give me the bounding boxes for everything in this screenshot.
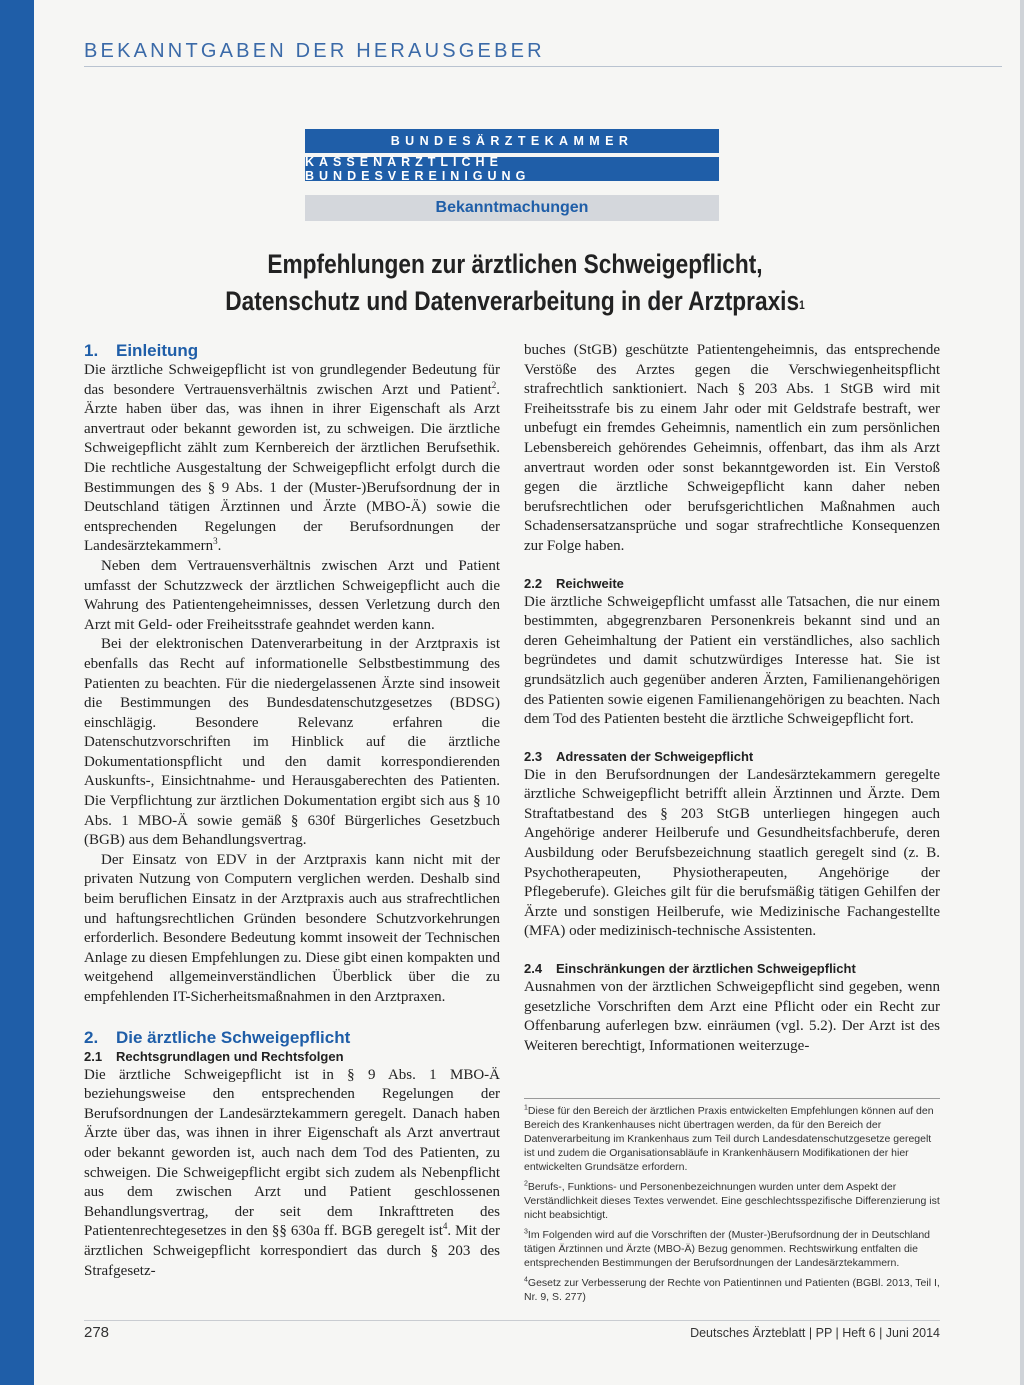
- paragraph: Neben dem Vertrauensverhältnis zwischen Arzt und Patient umfasst der Schutzzweck der ärztlichen Schweigepflicht auch die Wahrung des Patientengeheimnisses, dessen Verletzung durch den Arzt mit Geld- oder Freiheitsstrafe geahndet werden kann.: [84, 557, 500, 633]
- footnote-mark: 2: [491, 379, 497, 390]
- side-color-bar: [0, 0, 34, 1385]
- footnote: [524, 1180, 940, 1222]
- paragraph: buches (StGB) geschützte Patientengeheimnis, das entsprechende Verstöße des Arztes gegen die Verschwiegenheitspflicht strafrechtlich sanktioniert. Nach § 203 Abs. 1 StGB wird mit Freiheitsstrafe bis zu einem Jahr oder mit Geldstrafe bestraft, wer unbefugt ein fremdes Geheimnis, namentlich ein zum persönlichen Lebensbereich gehörendes Geheimnis, offenbart, das ihm als Arzt anvertraut worden oder sonst bekanntgeworden ist. Ein Verstoß gegen die ärztliche Schweigepflicht kann daher neben berufsrechtlichen oder berufsgerichtlichen Maßnahmen auch Schadensersatzansprüche und sogar strafrechtliche Konsequenzen zur Folge haben.: [524, 342, 940, 554]
- title-footnote-mark: 1: [799, 298, 805, 312]
- subsection-heading-2-1: [84, 1048, 500, 1066]
- subsection-number: 2.3: [524, 748, 543, 764]
- paragraph: Der Einsatz von EDV in der Arztpraxis kann nicht mit der privaten Nutzung von Computern verglichen werden. Deshalb sind beim beruflichen Einsatz in der Arztpraxis auch aus strafrechtlichen und haftungsrechtlichen Gründen besondere Schutzvorkehrungen erforderlich. Besondere Bedeutung kommt insoweit der Technischen Anlage zu diesen Empfehlungen zu. Diese gibt einen kompakten und weitgehend allgemeinverständlichen Überblick über die zu empfehlenden IT-Sicherheitsmaßnahmen in den Arztpraxen.: [84, 851, 500, 1005]
- org-band-baek: BUNDESÄRZTEKAMMER: [305, 129, 719, 153]
- paragraph-text: . Ärzte haben über das, was ihnen in ihrer Eigenschaft als Arzt anvertraut oder bekannt geworden ist, zu schweigen. Die ärztliche Schweigepflicht zählt zum Kernbereich der ärztlichen Berufsethik. Die rechtliche Ausgestaltung der Schweigepflicht erfolgt durch die Bestimmungen des § 9 Abs. 1 der (Muster-)Berufsordnung der in Deutschland tätigen Ärztinnen und Ärzte (MBO-Ä) sowie die entsprechenden Regelungen der Berufsordnungen der Landesärztekammern: [84, 381, 500, 555]
- section-number: 1.: [84, 341, 99, 360]
- subsection-number: 2.4: [524, 961, 543, 977]
- subsection-number: 2.2: [524, 575, 543, 591]
- paragraph: Die ärztliche Schweigepflicht umfasst alle Tatsachen, die nur einem bestimmten, abgegrenzbaren Personenkreis bekannt sind und an deren Geheimhaltung der Patient ein verständliches, also sachlich begründetes und damit schutzwürdiges Interesse hat. Sie ist grundsätzlich auch gegenüber anderen Ärzten, Familienangehörigen des Patienten sowie eigenen Familienangehörigen zu beachten. Nach dem Tod des Patienten besteht die ärztliche Schweigepflicht fort.: [524, 593, 940, 728]
- section-heading-1: [84, 341, 500, 361]
- subsection-heading-2-2: [524, 575, 940, 593]
- footnote: [524, 1276, 940, 1304]
- paragraph-text: .: [217, 538, 222, 555]
- footnote: [524, 1228, 940, 1270]
- running-head-rule: [84, 66, 1002, 67]
- subsection-title: Reichweite: [556, 575, 624, 591]
- section-number: 2.: [84, 1027, 99, 1047]
- footnote-mark: 3: [213, 536, 218, 547]
- journal-citation: Deutsches Ärzteblatt | PP | Heft 6 | Juni 2014: [690, 1326, 940, 1340]
- footnote-number: 2: [524, 1180, 528, 1188]
- footnote-text: Berufs-, Funktions- und Personenbezeichnungen wurden unter dem Aspekt der Verständlichkeit dieses Textes verwendet. Eine geschlechtsspezifische Differenzierung ist nicht beabsichtigt.: [524, 1181, 940, 1221]
- paragraph-text: Die ärztliche Schweigepflicht ist von grundlegender Bedeutung für das besondere Vertrauensverhältnis zwischen Arzt und Patient: [84, 362, 500, 398]
- footnote-number: 1: [524, 1104, 528, 1112]
- footnote-number: 4: [524, 1276, 528, 1284]
- paragraph: Bei der elektronischen Datenverarbeitung in der Arztpraxis ist ebenfalls das Recht auf informationelle Selbstbestimmung des Patienten zu beachten. Für die niedergelassenen Ärzte sind insoweit die Bestimmungen des Bundesdatenschutzgesetzes (BDSG) einschlägig. Besondere Relevanz erfahren die Datenschutzvorschriften im Hinblick auf die ärztliche Dokumentationspflicht und den damit korrespondierenden Auskunfts-, Einsichtnahme- und Herausgaberechten des Patienten. Die Verpflichtung zur ärztlichen Dokumentation ergibt sich aus § 10 Abs. 1 MBO-Ä sowie gemäß § 630f Bürgerliches Gesetzbuch (BGB) aus dem Behandlungsvertrag.: [84, 636, 500, 849]
- subsection-title: Einschränkungen der ärztlichen Schweigepflicht: [556, 961, 856, 977]
- section-title: Einleitung: [116, 341, 199, 360]
- title-line-2: [166, 283, 863, 320]
- paragraph: Ausnahmen von der ärztlichen Schweigepflicht sind gegeben, wenn gesetzliche Vorschriften dem Arzt eine Pflicht oder ein Recht zur Offenbarung auferlegen bzw. einräumen (vgl. 5.2). Der Arzt ist des Weiteren berechtigt, Informationen weiterzuge-: [524, 979, 940, 1054]
- subsection-heading-2-4: [524, 960, 940, 978]
- footnote-text: Diese für den Bereich der ärztlichen Praxis entwickelten Empfehlungen können auf den Bereich des Krankenhauses nicht übertragen werden, da für den Bereich der Datenverarbeitung im Krankenhaus zum Teil durch Landesdatenschutzgesetze geregelt ist und zudem die Organisationsabläufe in Krankenhäusern Modifikationen der hier entwickelten Grundsätze erfordern.: [524, 1105, 934, 1173]
- running-head: BEKANNTGABEN DER HERAUSGEBER: [84, 40, 545, 62]
- footnote-text: Gesetz zur Verbesserung der Rechte von Patientinnen und Patienten (BGBl. 2013, Teil I, Nr. 9, S. 277): [524, 1277, 940, 1303]
- footnote-text: Im Folgenden wird auf die Vorschriften der (Muster-)Berufsordnung der in Deutschland tätigen Ärztinnen und Ärzte (MBO-Ä) Bezug genommen. Rechtswirkung entfalten die entsprechenden Bestimmungen der Berufsordnungen der Landesärztekammern.: [524, 1229, 931, 1269]
- right-column: [524, 341, 940, 1056]
- subsection-title: Rechtsgrundlagen und Rechtsfolgen: [116, 1048, 344, 1064]
- org-band-kbv: KASSENÄRZTLICHE BUNDESVEREINIGUNG: [305, 157, 719, 181]
- section-title: Die ärztliche Schweigepflicht: [116, 1027, 351, 1047]
- footer-rule: [84, 1320, 940, 1321]
- paragraph: [84, 1066, 500, 1282]
- paragraph: [84, 361, 500, 557]
- footnote-number: 3: [524, 1228, 528, 1236]
- category-band: Bekanntmachungen: [305, 195, 719, 221]
- title-line-1: Empfehlungen zur ärztlichen Schweigepflicht,: [267, 249, 763, 279]
- footnote: [524, 1104, 940, 1174]
- right-edge-bar: [1020, 0, 1024, 1385]
- footnotes: [524, 1104, 940, 1310]
- footnote-rule: [524, 1098, 940, 1099]
- subsection-number: 2.1: [84, 1048, 103, 1064]
- paragraph-text: . Mit der ärztlichen Schweigepflicht korrespondiert das durch § 203 des Strafgesetz-: [84, 1223, 500, 1279]
- subsection-heading-2-3: [524, 748, 940, 766]
- paragraph-text: Die ärztliche Schweigepflicht ist in § 9 Abs. 1 MBO-Ä beziehungsweise den entsprechenden Regelungen der Berufsordnungen der Landesärztekammern geregelt. Danach haben Ärzte über das, was ihnen in ihrer Eigenschaft als Arzt anvertraut oder bekannt geworden ist, auch nach dem Tod des Patienten, zu schweigen. Die Schweigepflicht ergibt sich zudem als Nebenpflicht aus dem zwischen Arzt und Patient geschlossenen Behandlungsvertrag, der seit dem Inkrafttreten des Patientenrechtegesetzes in den §§ 630a ff. BGB geregelt ist: [84, 1066, 500, 1240]
- article-title: [166, 246, 863, 320]
- footnote-mark: 4: [442, 1221, 448, 1232]
- section-heading-2: [84, 1028, 500, 1048]
- paragraph: Die in den Berufsordnungen der Landesärztekammern geregelte ärztliche Schweigepflicht betrifft allein Ärztinnen und Ärzte. Dem Straftatbestand des § 203 StGB unterliegen hingegen auch Angehörige anderer Heilberufe und Gesundheitsfachberufe, deren Ausbildung oder Berufsbezeichnung staatlich geregelt sind (z. B. Psychotherapeuten, Physiotherapeuten, Angehörige der Pflegeberufe). Gleiches gilt für die berufsmäßig tätigen Gehilfen der Ärzte und sonstigen Heilberufe, wie Medizinische Fachangestellte (MFA) oder medizinisch-technische Assistenten.: [524, 766, 940, 940]
- title-line-2-text: Datenschutz und Datenverarbeitung in der Arztpraxis: [225, 286, 800, 316]
- left-column: [84, 341, 500, 1281]
- subsection-title: Adressaten der Schweigepflicht: [556, 748, 754, 764]
- page-number: 278: [84, 1324, 110, 1341]
